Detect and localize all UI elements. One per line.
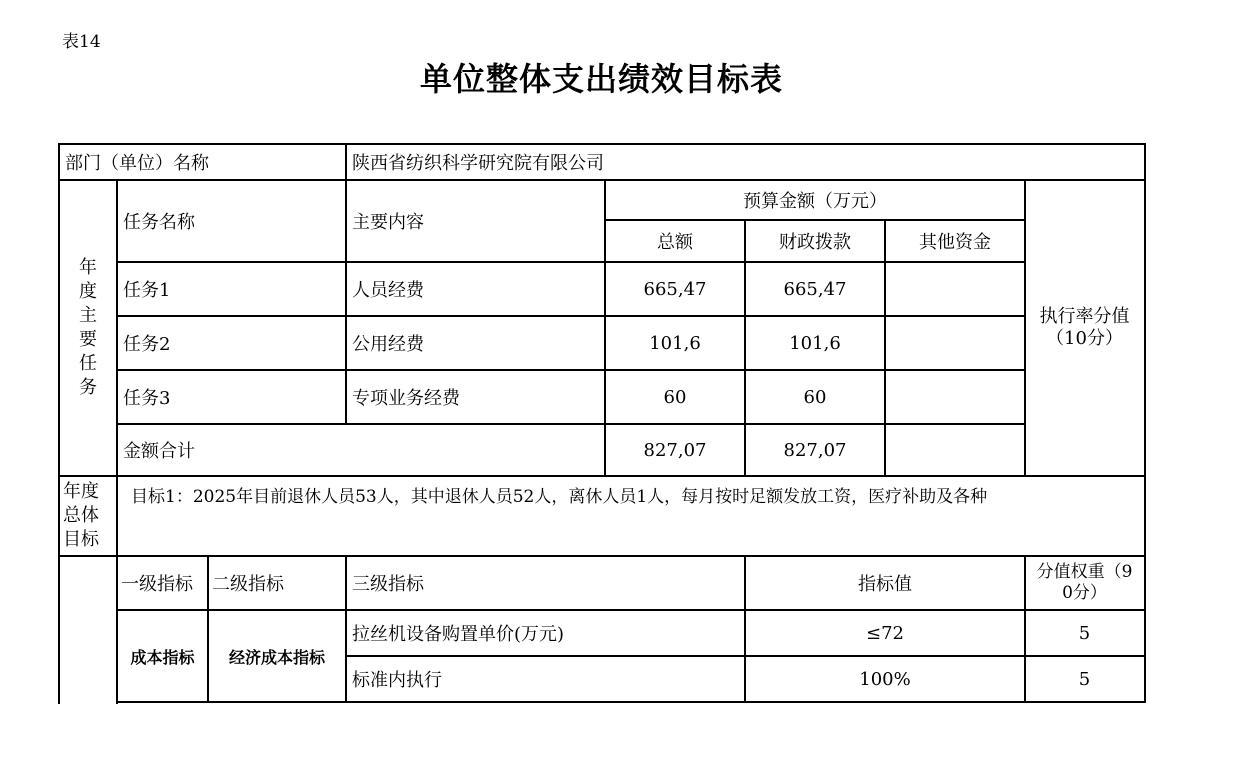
task-fiscal: 60 bbox=[803, 386, 827, 408]
score-weight-line2: 0分） bbox=[1062, 583, 1107, 603]
grid-line bbox=[58, 143, 60, 704]
grid-line bbox=[604, 219, 1026, 221]
exec-rate-score bbox=[1025, 180, 1144, 476]
indicator-level1-cost: 成本指标 bbox=[130, 647, 195, 667]
overall-goal-text: 目标1：2025年目前退休人员53人，其中退休人员52人，离休人员1人，每月按时足额发放工资，医疗补助及各种 bbox=[131, 487, 988, 507]
indicator-weight: 5 bbox=[1078, 622, 1091, 644]
header-level1-indicator: 一级指标 bbox=[121, 574, 193, 595]
header-level3-indicator: 三级指标 bbox=[352, 574, 424, 595]
grid-line bbox=[116, 369, 1026, 371]
indicator-value: 100% bbox=[859, 668, 911, 690]
header-task-name: 任务名称 bbox=[123, 212, 195, 233]
header-main-content: 主要内容 bbox=[352, 212, 424, 233]
overall-goal-label-line2: 总体 bbox=[63, 505, 99, 526]
table-number-label: 表14 bbox=[62, 32, 101, 52]
grid-line bbox=[207, 555, 209, 703]
overall-goal-label-line1: 年度 bbox=[63, 481, 99, 502]
task-name: 任务2 bbox=[123, 334, 171, 355]
dept-name-label: 部门（单位）名称 bbox=[65, 153, 209, 174]
indicator-level3: 拉丝机设备购置单价(万元) bbox=[352, 624, 565, 645]
grid-line bbox=[1024, 179, 1026, 477]
task-other bbox=[885, 262, 1025, 316]
header-budget-amount: 预算金额（万元） bbox=[743, 191, 887, 212]
grid-line bbox=[744, 219, 746, 477]
grid-line bbox=[58, 475, 1146, 477]
annual-tasks-vertical-text: 年度主要任务 bbox=[79, 257, 97, 398]
task-fiscal: 665,47 bbox=[783, 278, 847, 300]
header-fiscal: 财政拨款 bbox=[779, 232, 851, 253]
grid-line bbox=[116, 179, 118, 704]
overall-goal-label bbox=[59, 476, 117, 556]
task-other bbox=[885, 370, 1025, 424]
task-fiscal: 101,6 bbox=[789, 332, 841, 354]
document-title: 单位整体支出绩效目标表 bbox=[419, 60, 783, 98]
indicator-level2-economic-cost: 经济成本指标 bbox=[228, 647, 325, 667]
annual-tasks-section-label bbox=[59, 180, 117, 476]
task-content: 专项业务经费 bbox=[352, 388, 460, 409]
grid-line bbox=[744, 555, 746, 703]
header-score-weight bbox=[1025, 556, 1144, 610]
dept-name-value: 陕西省纺织科学研究院有限公司 bbox=[352, 153, 604, 174]
task-content: 人员经费 bbox=[352, 280, 424, 301]
overall-goal-label-line3: 目标 bbox=[63, 529, 99, 550]
header-other-funds: 其他资金 bbox=[919, 232, 991, 253]
grid-line bbox=[58, 555, 1146, 557]
score-weight-line1: 分值权重（9 bbox=[1036, 562, 1133, 582]
grid-line bbox=[1024, 555, 1026, 703]
sum-total: 827,07 bbox=[643, 439, 707, 461]
grid-line bbox=[116, 423, 1026, 425]
grid-line bbox=[58, 179, 1146, 181]
grid-line bbox=[345, 555, 347, 703]
header-total: 总额 bbox=[657, 232, 693, 253]
task-content: 公用经费 bbox=[352, 334, 424, 355]
task-other bbox=[885, 316, 1025, 370]
exec-rate-line2: （10分） bbox=[1046, 328, 1123, 349]
header-level2-indicator: 二级指标 bbox=[212, 574, 284, 595]
sum-other bbox=[885, 424, 1025, 476]
indicator-weight: 5 bbox=[1078, 668, 1091, 690]
sum-fiscal: 827,07 bbox=[783, 439, 847, 461]
task-total: 60 bbox=[663, 386, 687, 408]
grid-line bbox=[116, 261, 1026, 263]
grid-line bbox=[345, 143, 347, 425]
indicator-level3: 标准内执行 bbox=[352, 670, 442, 691]
header-indicator-value: 指标值 bbox=[858, 574, 912, 595]
indicator-value: ≤72 bbox=[866, 622, 904, 644]
grid-line bbox=[604, 179, 606, 477]
grid-line bbox=[116, 701, 1146, 703]
grid-line bbox=[1144, 143, 1146, 703]
grid-line bbox=[58, 143, 1146, 145]
task-name: 任务1 bbox=[123, 280, 171, 301]
task-total: 665,47 bbox=[643, 278, 707, 300]
exec-rate-line1: 执行率分值 bbox=[1039, 306, 1130, 327]
sum-label: 金额合计 bbox=[123, 441, 195, 462]
task-total: 101,6 bbox=[649, 332, 701, 354]
grid-line bbox=[884, 219, 886, 477]
grid-line bbox=[116, 609, 1146, 611]
grid-line bbox=[116, 315, 1026, 317]
task-name: 任务3 bbox=[123, 388, 171, 409]
